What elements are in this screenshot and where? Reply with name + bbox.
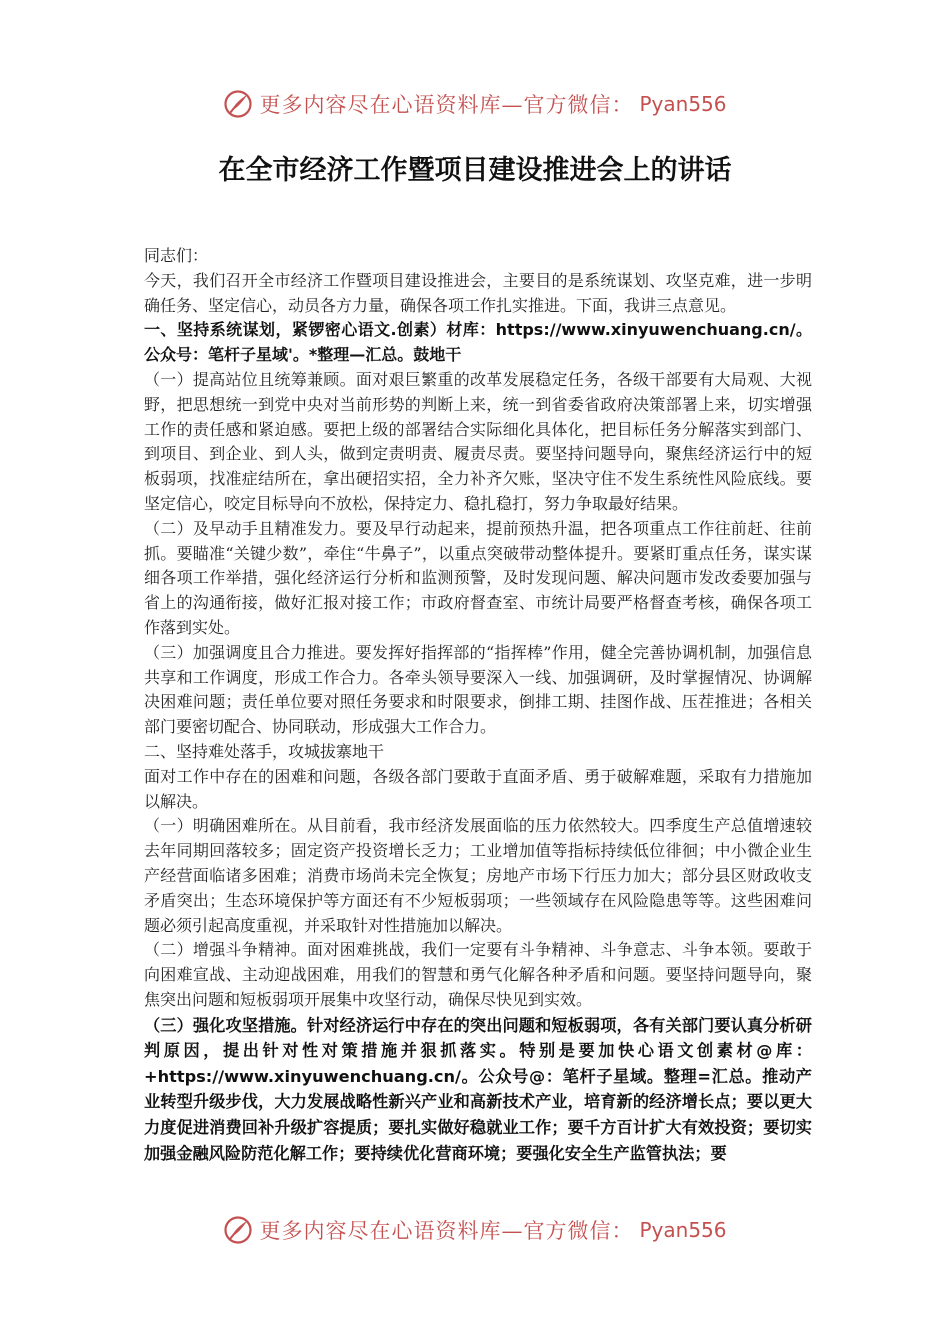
salutation: 同志们： bbox=[144, 246, 209, 265]
section-heading-1: 一、坚持系统谋划，紧锣密心语文.创素）材库：https://www.xinyuwenchuang.cn/。公众号：笔杆子星域'。*整理—汇总。鼓地干 bbox=[144, 320, 812, 365]
paragraph-1-1: （一）提高站位且统筹兼顾。面对艰巨繁重的改革发展稳定任务，各级干部要有大局观、大视野，把思想统一到党中央对当前形势的判断上来，统一到省委省政府决策部署上来，切实增强工作的责任感和紧迫感。要把上级的部署结合实际细化具体化，把目标任务分解落实到部门、到项目、到企业、到人头，做到定责明责、履责尽责。要坚持问题导向，聚焦经济运行中的短板弱项，找准症结所在，拿出硬招实招，全力补齐欠账，坚决守住不发生系统性风险底线。要坚定信心，咬定目标导向不放松，保持定力、稳扎稳打，努力争取最好结果。 bbox=[144, 369, 812, 513]
header-banner bbox=[0, 82, 950, 126]
paragraph-1-3: （三）加强调度且合力推进。要发挥好指挥部的“指挥棒”作用，健全完善协调机制，加强信息共享和工作调度，形成工作合力。各牵头领导要深入一线、加强调研，及时掌握情况、协调解决困难问题；责任单位要对照任务要求和时限要求，倒排工期、挂图作战、压茬推进；各相关部门要密切配合、协同联动，形成强大工作合力。 bbox=[144, 642, 812, 737]
paragraph-2-1: （一）明确困难所在。从目前看，我市经济发展面临的压力依然较大。四季度生产总值增速较去年同期回落较多；固定资产投资增长乏力；工业增加值等指标持续低位徘徊；中小微企业生产经营面临诸多困难；消费市场尚未完全恢复；房地产市场下行压力加大；部分县区财政收支矛盾突出；生态环境保护等方面还有不少短板弱项；一些领域存在风险隐患等等。这些困难问题必须引起高度重视，并采取针对性措施加以解决。 bbox=[144, 816, 812, 935]
section-2-intro: 面对工作中存在的困难和问题，各级各部门要敢于直面矛盾、勇于破解难题，采取有力措施加以解决。 bbox=[144, 766, 812, 811]
paragraph-2-3: （三）强化攻坚措施。针对经济运行中存在的突出问题和短板弱项，各有关部门要认真分析研判原因，提出针对性对策措施并狠抓落实。特别是要加快心语文创素材@库：+https://www.xinyuwenchuang.cn/。公众号@：笔杆子星域。整理=汇总。推动产业转型升级步伐，大力发展战略性新兴产业和高新技术产业，培育新的经济增长点；要以更大力度促进消费回补升级扩容提质；要扎实做好稳就业工作；要千方百计扩大有效投资；要切实加强金融风险防范化解工作；要持续优化营商环境；要强化安全生产监管执法；要 bbox=[144, 1015, 812, 1163]
paragraph-2-2: （二）增强斗争精神。面对困难挑战，我们一定要有斗争精神、斗争意志、斗争本领。要敢于向困难宣战、主动迎战困难，用我们的智慧和勇气化解各种矛盾和问题。要坚持问题导向，聚焦突出问题和短板弱项开展集中攻坚行动，确保尽快见到实效。 bbox=[144, 940, 812, 1009]
quill-logo-icon bbox=[223, 89, 253, 119]
banner-wechat-id: Pyan556 bbox=[639, 92, 727, 116]
footer-banner bbox=[0, 1208, 950, 1252]
quill-logo-icon bbox=[223, 1215, 253, 1245]
banner-text: 更多内容尽在心语资料库—官方微信： bbox=[259, 93, 634, 117]
paragraph-1-2: （二）及早动手且精准发力。要及早行动起来，提前预热升温，把各项重点工作往前赶、往前抓。要瞄准“关键少数”，牵住“牛鼻子”，以重点突破带动整体提升。要紧盯重点任务，谋实谋细各项工作举措，强化经济运行分析和监测预警，及时发现问题、解决问题市发改委要加强与省上的沟通衔接，做好汇报对接工作；市政府督查室、市统计局要严格督查考核，确保各项工作落到实处。 bbox=[144, 518, 812, 637]
document-body bbox=[144, 244, 812, 1166]
intro-paragraph: 今天，我们召开全市经济工作暨项目建设推进会，主要目的是系统谋划、攻坚克难，进一步明确任务、坚定信心，动员各方力量，确保各项工作扎实推进。下面，我讲三点意见。 bbox=[144, 270, 812, 315]
banner-text: 更多内容尽在心语资料库—官方微信： bbox=[259, 1219, 634, 1243]
document-title: 在全市经济工作暨项目建设推进会上的讲话 bbox=[218, 155, 732, 186]
banner-wechat-id: Pyan556 bbox=[639, 1218, 727, 1242]
section-heading-2: 二、坚持难处落手，攻城拔寨地干 bbox=[144, 741, 385, 761]
